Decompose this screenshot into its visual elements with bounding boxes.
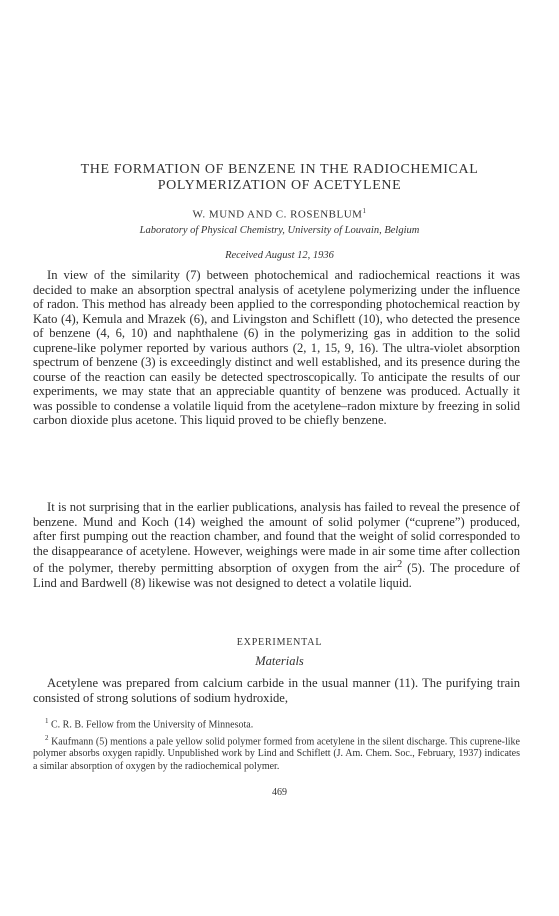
footnote-1 xyxy=(33,715,520,732)
footnote-1-text: C. R. B. Fellow from the University of Minnesota. xyxy=(48,719,254,731)
footnote-2-mark: 2 xyxy=(45,733,49,742)
footnote-2-text: Kaufmann (5) mentions a pale yellow solid polymer formed from acetylene in the silent discharge. This cuprene-like polymer absorbs oxygen rapidly. Unpublished work by Lind and Schiflett (J. Am. Chem. Soc., February, 1937) indicates a similar absorption of oxygen by the radiochemical polymer. xyxy=(33,735,520,772)
title-line-1: THE FORMATION OF BENZENE IN THE RADIOCHEMICAL xyxy=(80,162,479,177)
paragraph-2 xyxy=(33,500,520,590)
title-line-2: POLYMERIZATION OF ACETYLENE xyxy=(157,178,402,193)
footnote-1-mark: 1 xyxy=(45,717,49,725)
received-date: Received August 12, 1936 xyxy=(225,250,334,261)
paragraph-2-part-a: It is not surprising that in the earlier publications, analysis has failed to reveal the presence of benzene. Mund and Koch (14) weighed the amount of solid polymer (“cuprene”) produced, after first pumping out the reaction chamber, and found that the weight of solid corresponded to the disappearance of acetylene. However, weighings were made in air some time after collection of the polymer, thereby permitting absorption of oxygen from the air xyxy=(33,500,520,576)
authors-line xyxy=(0,207,559,221)
paragraph-1-text: In view of the similarity (7) between photochemical and radiochemical reactions it was decided to make an absorption spectral analysis of acetylene polymerizing under the influence of radon. This method has already been applied to the corresponding photochemical reaction by Kato (4), Kemula and Mrazek (6), and Livingston and Schiflett (10), who detected the presence of benzene (4, 6, 10) and naphthalene (6) in the polymerizing gas in addition to the solid cuprene-like polymer reported by various authors (2, 1, 15, 9, 16). The ultra-violet absorption spectrum of benzene (3) is exceedingly distinct and well established, and its presence during the course of the reaction can easily be detected spectroscopically. To anticipate the results of our experiments, we may state that an appreciable quantity of benzene was produced. Actually it was possible to condense a volatile liquid from the acetylene–radon mixture by freezing in solid carbon dioxide plus acetone. This liquid proved to be chiefly benzene. xyxy=(33,268,520,427)
footnote-2 xyxy=(33,732,520,773)
footnotes xyxy=(33,715,520,773)
paragraph-3 xyxy=(33,676,520,705)
paragraph-3-text: Acetylene was prepared from calcium carbide in the usual manner (11). The purifying train consisted of strong solutions of sodium hydroxide, xyxy=(33,676,520,705)
section-heading: EXPERIMENTAL xyxy=(236,637,323,648)
author-footnote-mark: 1 xyxy=(362,207,367,215)
paragraph-1 xyxy=(33,268,520,428)
subsection-heading: Materials xyxy=(255,654,304,668)
authors: W. MUND AND C. ROSENBLUM xyxy=(192,208,363,221)
page-number: 469 xyxy=(272,787,287,798)
paragraph-2-text xyxy=(33,500,520,590)
affiliation: Laboratory of Physical Chemistry, University of Louvain, Belgium xyxy=(139,225,420,236)
article-title xyxy=(34,162,525,194)
paragraph-2-part-b: (5). The procedure of Lind and Bardwell (8) likewise was not designed to detect a volatile liquid. xyxy=(33,561,520,590)
footnote-ref-2: 2 xyxy=(396,559,403,570)
